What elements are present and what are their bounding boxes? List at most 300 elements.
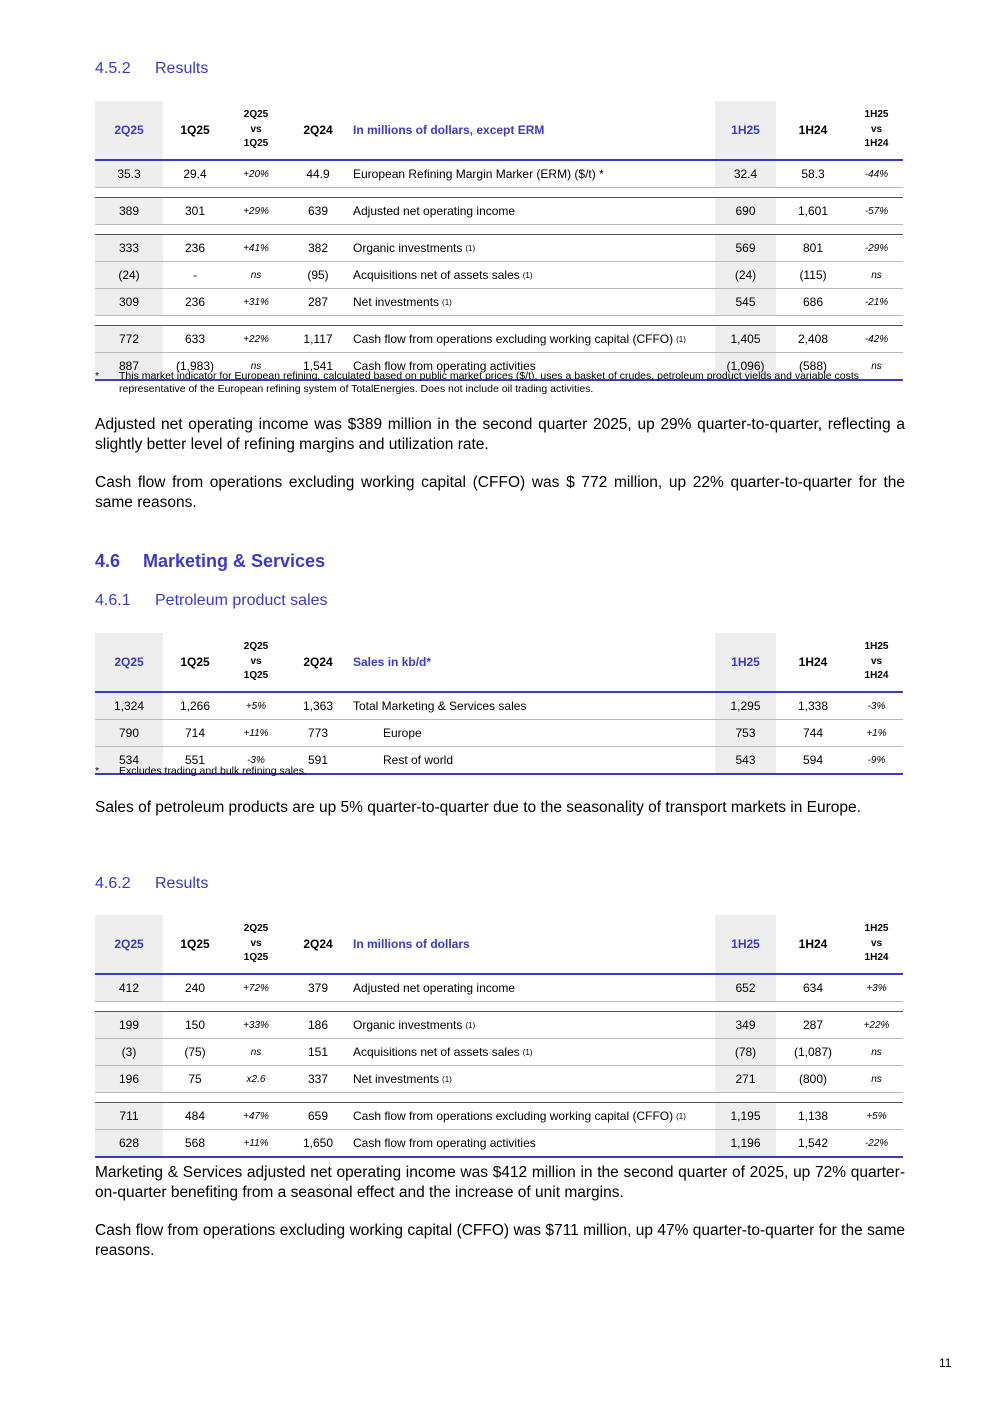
table-cell bbox=[227, 235, 285, 261]
cell-value: -22% bbox=[864, 1137, 889, 1149]
column-header bbox=[95, 633, 163, 691]
table-cell bbox=[95, 289, 163, 315]
cell-value: Acquisitions net of assets sales bbox=[353, 268, 520, 282]
cell-value: 1,405 bbox=[730, 332, 761, 346]
cell-value: Organic investments bbox=[353, 241, 463, 255]
table-group-gap bbox=[95, 316, 903, 325]
footnote-mark: * bbox=[95, 765, 100, 777]
table-cell bbox=[776, 720, 850, 746]
cell-value: 309 bbox=[118, 295, 140, 309]
column-header-label: 1H25 vs 1H24 bbox=[864, 923, 889, 964]
cell-value: 337 bbox=[307, 1072, 329, 1086]
table-cell bbox=[285, 1130, 351, 1156]
table-cell bbox=[715, 235, 776, 261]
table-cell bbox=[850, 1066, 903, 1092]
table-cell bbox=[715, 198, 776, 224]
petroleum-sales-table bbox=[95, 633, 903, 775]
cell-value: 151 bbox=[307, 1045, 329, 1059]
table-cell bbox=[715, 326, 776, 352]
cell-value: 35.3 bbox=[117, 167, 141, 181]
cell-value: 236 bbox=[184, 295, 206, 309]
column-header-label: 1H25 bbox=[731, 123, 760, 137]
table-cell bbox=[776, 198, 850, 224]
footnote-reference: (1) bbox=[465, 243, 476, 253]
table-cell bbox=[285, 975, 351, 1001]
table-header bbox=[95, 915, 903, 973]
table-cell bbox=[776, 1130, 850, 1156]
cell-value: 1,541 bbox=[302, 359, 334, 373]
marketing-paragraph-2: Cash flow from operations excluding working capital (CFFO) was $711 million, up 47% quarter-to-quarter for the same reasons. bbox=[95, 1222, 905, 1259]
column-header bbox=[715, 101, 776, 159]
cell-value: European Refining Margin Marker (ERM) ($/t) * bbox=[353, 167, 604, 181]
sales-footnote bbox=[95, 765, 905, 778]
section-heading-marketing bbox=[95, 551, 325, 572]
column-header-label: 2Q25 vs 1Q25 bbox=[243, 923, 269, 964]
cell-value: (3) bbox=[121, 1045, 137, 1059]
cell-value: -21% bbox=[864, 296, 889, 308]
table-cell bbox=[227, 1066, 285, 1092]
cell-value: 1,295 bbox=[730, 699, 761, 713]
cell-value: 591 bbox=[307, 753, 329, 767]
footnote-reference: (1) bbox=[442, 297, 452, 307]
table-cell bbox=[227, 1012, 285, 1038]
cell-value: Cash flow from operating activities bbox=[353, 1136, 536, 1150]
table-cell bbox=[163, 720, 227, 746]
cell-value: +22% bbox=[243, 333, 269, 345]
cell-value: 534 bbox=[118, 753, 140, 767]
table-cell bbox=[163, 198, 227, 224]
column-header bbox=[163, 633, 227, 691]
cell-value: 634 bbox=[802, 981, 824, 995]
footnote-text: This market indicator for European refining, calculated based on public market prices ($/t), uses a basket of crudes, petroleum product yields and variable costs representative of the European refining system of TotalEnergies. Does not include oil trading activities. bbox=[119, 370, 860, 395]
column-header bbox=[351, 101, 715, 159]
cell-value: +20% bbox=[243, 168, 269, 180]
table-cell bbox=[285, 1039, 351, 1065]
cell-value: (95) bbox=[307, 268, 329, 282]
table-cell bbox=[95, 1012, 163, 1038]
cell-value: 333 bbox=[118, 241, 140, 255]
cell-value: 1,195 bbox=[730, 1109, 761, 1123]
table-group-gap bbox=[95, 1093, 903, 1102]
table-cell bbox=[351, 262, 715, 288]
table-cell bbox=[95, 1103, 163, 1129]
table-cell bbox=[850, 720, 903, 746]
table-cell bbox=[776, 1066, 850, 1092]
table-cell bbox=[163, 1012, 227, 1038]
cell-value: ns bbox=[250, 1046, 262, 1058]
column-header bbox=[776, 101, 850, 159]
cell-value: (1,983) bbox=[175, 359, 215, 373]
section-heading-petroleum-sales bbox=[95, 592, 328, 610]
column-header-label: 2Q25 vs 1Q25 bbox=[243, 641, 269, 682]
cell-value: 1,338 bbox=[797, 699, 829, 713]
cell-value: 1,266 bbox=[179, 699, 211, 713]
cell-value: 379 bbox=[307, 981, 329, 995]
cell-value: 690 bbox=[735, 204, 756, 218]
cell-value: (115) bbox=[799, 268, 827, 282]
cell-value: 44.9 bbox=[306, 167, 330, 181]
table-row bbox=[95, 262, 903, 288]
section-number: 4.6 bbox=[95, 551, 121, 571]
table-cell bbox=[95, 1039, 163, 1065]
table-rule bbox=[95, 1156, 903, 1158]
cell-value: 2,408 bbox=[797, 332, 829, 346]
table-cell bbox=[850, 1130, 903, 1156]
column-header-label: 1H25 vs 1H24 bbox=[864, 641, 889, 682]
table-cell bbox=[776, 161, 850, 187]
table-cell bbox=[850, 693, 903, 719]
cell-value: +11% bbox=[243, 727, 269, 739]
table-cell bbox=[163, 693, 227, 719]
table-cell bbox=[351, 289, 715, 315]
column-header-label: In millions of dollars, except ERM bbox=[353, 123, 545, 137]
table-cell bbox=[850, 262, 903, 288]
table-cell bbox=[715, 975, 776, 1001]
section-number: 4.5.2 bbox=[95, 60, 131, 77]
table-cell bbox=[776, 1103, 850, 1129]
table-cell bbox=[163, 289, 227, 315]
cell-value: x2.6 bbox=[246, 1073, 266, 1085]
table-cell bbox=[285, 693, 351, 719]
cell-value: ns bbox=[250, 360, 262, 372]
footnote-text: Excludes trading and bulk refining sales. bbox=[119, 765, 307, 777]
table-cell bbox=[285, 262, 351, 288]
table-cell bbox=[715, 1066, 776, 1092]
table-cell bbox=[715, 1012, 776, 1038]
cell-value: (78) bbox=[734, 1045, 757, 1059]
cell-value: -44% bbox=[864, 168, 889, 180]
table-cell bbox=[715, 289, 776, 315]
column-header bbox=[227, 101, 285, 159]
cell-value: 633 bbox=[184, 332, 206, 346]
table-cell bbox=[285, 1066, 351, 1092]
cell-value: -29% bbox=[864, 242, 889, 254]
table-cell bbox=[163, 235, 227, 261]
cell-value: 271 bbox=[735, 1072, 756, 1086]
table-cell bbox=[285, 1103, 351, 1129]
table-cell bbox=[163, 262, 227, 288]
table-cell bbox=[95, 235, 163, 261]
refining-paragraph-2: Cash flow from operations excluding working capital (CFFO) was $ 772 million, up 22% quarter-to-quarter for the same reasons. bbox=[95, 474, 905, 511]
table-cell bbox=[715, 1103, 776, 1129]
cell-value: 29.4 bbox=[183, 167, 207, 181]
cell-value: 1,650 bbox=[302, 1136, 334, 1150]
cell-value: 652 bbox=[735, 981, 756, 995]
cell-value: ns bbox=[250, 269, 262, 281]
table-cell bbox=[285, 720, 351, 746]
table-cell bbox=[227, 720, 285, 746]
table-cell bbox=[163, 1066, 227, 1092]
table-cell bbox=[351, 1039, 715, 1065]
table-cell bbox=[850, 198, 903, 224]
section-number: 4.6.1 bbox=[95, 592, 131, 609]
table-cell bbox=[95, 1066, 163, 1092]
cell-value: -57% bbox=[864, 205, 889, 217]
cell-value: 551 bbox=[184, 753, 206, 767]
column-header-label: 2Q25 bbox=[114, 123, 144, 137]
page-number: 11 bbox=[939, 1356, 952, 1370]
cell-value: (1,087) bbox=[793, 1045, 833, 1059]
table-row bbox=[95, 693, 903, 719]
cell-value: 389 bbox=[118, 204, 140, 218]
table-cell bbox=[227, 326, 285, 352]
table-group-gap bbox=[95, 188, 903, 197]
table-cell bbox=[351, 1103, 715, 1129]
column-header bbox=[95, 101, 163, 159]
table-row bbox=[95, 1066, 903, 1092]
table-cell bbox=[715, 1039, 776, 1065]
table-row bbox=[95, 975, 903, 1001]
cell-value: ns bbox=[871, 360, 882, 372]
cell-value: +72% bbox=[243, 982, 269, 994]
cell-value: Net investments bbox=[353, 295, 440, 309]
table-cell bbox=[163, 326, 227, 352]
column-header-label: 1Q25 bbox=[180, 123, 210, 137]
cell-value: 287 bbox=[307, 295, 329, 309]
section-heading-marketing-results bbox=[95, 875, 208, 893]
cell-value: 659 bbox=[307, 1109, 329, 1123]
table-cell bbox=[715, 720, 776, 746]
table-cell bbox=[351, 693, 715, 719]
table-cell bbox=[227, 1130, 285, 1156]
footnote-reference: (1) bbox=[676, 1111, 686, 1121]
column-header bbox=[715, 915, 776, 973]
section-title: Petroleum product sales bbox=[155, 592, 328, 609]
cell-value: +5% bbox=[866, 1110, 887, 1122]
cell-value: 686 bbox=[802, 295, 824, 309]
cell-value: 1,138 bbox=[797, 1109, 829, 1123]
table-cell bbox=[163, 1039, 227, 1065]
cell-value: +41% bbox=[243, 242, 269, 254]
table-cell bbox=[351, 235, 715, 261]
cell-value: 714 bbox=[184, 726, 206, 740]
table-cell bbox=[850, 1103, 903, 1129]
section-title: Results bbox=[155, 60, 209, 77]
table-row bbox=[95, 1039, 903, 1065]
cell-value: 382 bbox=[307, 241, 329, 255]
table-cell bbox=[351, 720, 715, 746]
table-cell bbox=[776, 1012, 850, 1038]
table-cell bbox=[850, 1012, 903, 1038]
cell-value: 772 bbox=[118, 332, 140, 346]
column-header bbox=[163, 101, 227, 159]
table-cell bbox=[351, 198, 715, 224]
column-header-label: 2Q24 bbox=[303, 937, 333, 951]
column-header-label: 1H25 vs 1H24 bbox=[864, 109, 889, 150]
column-header-label: 2Q24 bbox=[303, 123, 333, 137]
table-row bbox=[95, 161, 903, 187]
column-header-label: 2Q25 bbox=[114, 655, 144, 669]
cell-value: 236 bbox=[184, 241, 206, 255]
cell-value: 196 bbox=[118, 1072, 140, 1086]
table-cell bbox=[227, 1039, 285, 1065]
table-cell bbox=[227, 289, 285, 315]
table-cell bbox=[95, 975, 163, 1001]
table-row bbox=[95, 235, 903, 261]
column-header bbox=[715, 633, 776, 691]
column-header-label: 1H24 bbox=[798, 123, 828, 137]
cell-value: Rest of world bbox=[383, 753, 454, 767]
cell-value: -3% bbox=[247, 754, 265, 766]
cell-value: Net investments bbox=[353, 1072, 440, 1086]
column-header bbox=[95, 915, 163, 973]
table-cell bbox=[850, 326, 903, 352]
cell-value: 569 bbox=[735, 241, 756, 255]
table-cell bbox=[351, 326, 715, 352]
table-cell bbox=[850, 289, 903, 315]
table-cell bbox=[715, 262, 776, 288]
table-header bbox=[95, 633, 903, 691]
marketing-paragraph-1: Marketing & Services adjusted net operating income was $412 million in the second quarter of 2025, up 72% quarter-on-quarter benefiting from a seasonal effect and the increase of unit margins. bbox=[95, 1164, 905, 1201]
column-header bbox=[285, 633, 351, 691]
table-row bbox=[95, 1130, 903, 1156]
cell-value: 1,196 bbox=[730, 1136, 761, 1150]
cell-value: 790 bbox=[118, 726, 140, 740]
cell-value: 773 bbox=[307, 726, 329, 740]
cell-value: 186 bbox=[307, 1018, 329, 1032]
cell-value: 1,363 bbox=[302, 699, 334, 713]
table-cell bbox=[850, 161, 903, 187]
column-header bbox=[776, 915, 850, 973]
table-cell bbox=[776, 975, 850, 1001]
section-title: Results bbox=[155, 875, 209, 892]
table-group-gap bbox=[95, 225, 903, 234]
column-header bbox=[227, 633, 285, 691]
cell-value: 594 bbox=[802, 753, 824, 767]
cell-value: +11% bbox=[243, 1137, 269, 1149]
column-header bbox=[285, 915, 351, 973]
cell-value: Cash flow from operations excluding working capital (CFFO) bbox=[353, 1109, 674, 1123]
cell-value: Cash flow from operations excluding working capital (CFFO) bbox=[353, 332, 674, 346]
cell-value: Organic investments bbox=[353, 1018, 463, 1032]
table-cell bbox=[776, 289, 850, 315]
table-cell bbox=[776, 1039, 850, 1065]
table-cell bbox=[776, 235, 850, 261]
cell-value: Acquisitions net of assets sales bbox=[353, 1045, 520, 1059]
column-header bbox=[285, 101, 351, 159]
table-cell bbox=[850, 1039, 903, 1065]
cell-value: 150 bbox=[184, 1018, 206, 1032]
cell-value: ns bbox=[871, 1073, 882, 1085]
table-cell bbox=[351, 1066, 715, 1092]
cell-value: (588) bbox=[798, 359, 827, 373]
cell-value: -42% bbox=[864, 333, 889, 345]
column-header-label: 1H25 bbox=[731, 655, 760, 669]
table-cell bbox=[95, 1130, 163, 1156]
cell-value: ns bbox=[871, 1046, 882, 1058]
cell-value: +3% bbox=[866, 982, 887, 994]
table-row bbox=[95, 289, 903, 315]
table-cell bbox=[715, 1130, 776, 1156]
column-header-label: 1H25 bbox=[731, 937, 760, 951]
cell-value: 1,324 bbox=[113, 699, 145, 713]
table-cell bbox=[163, 161, 227, 187]
cell-value: Adjusted net operating income bbox=[353, 981, 516, 995]
cell-value: Europe bbox=[383, 726, 422, 740]
table-cell bbox=[163, 1130, 227, 1156]
table-cell bbox=[351, 1012, 715, 1038]
column-header-label: In millions of dollars bbox=[353, 937, 470, 951]
cell-value: +29% bbox=[243, 205, 269, 217]
column-header-label: 1Q25 bbox=[180, 655, 210, 669]
cell-value: 1,542 bbox=[797, 1136, 829, 1150]
cell-value: Cash flow from operating activities bbox=[353, 359, 536, 373]
cell-value: 484 bbox=[184, 1109, 206, 1123]
section-number: 4.6.2 bbox=[95, 875, 131, 892]
cell-value: +22% bbox=[863, 1019, 890, 1031]
table-cell bbox=[95, 161, 163, 187]
cell-value: (75) bbox=[184, 1045, 206, 1059]
cell-value: 349 bbox=[735, 1018, 756, 1032]
cell-value: Total Marketing & Services sales bbox=[353, 699, 527, 713]
cell-value: +47% bbox=[243, 1110, 269, 1122]
column-header-label: 1Q25 bbox=[180, 937, 210, 951]
section-heading-refining-results bbox=[95, 60, 208, 78]
cell-value: +33% bbox=[243, 1019, 269, 1031]
table-cell bbox=[285, 198, 351, 224]
table-cell bbox=[351, 161, 715, 187]
table-row bbox=[95, 720, 903, 746]
cell-value: Adjusted net operating income bbox=[353, 204, 516, 218]
column-header bbox=[163, 915, 227, 973]
column-header-label: 1H24 bbox=[798, 937, 828, 951]
cell-value: 199 bbox=[118, 1018, 140, 1032]
column-header-label: Sales in kb/d* bbox=[353, 655, 432, 669]
table-cell bbox=[227, 161, 285, 187]
cell-value: 412 bbox=[118, 981, 140, 995]
table-cell bbox=[95, 262, 163, 288]
refining-footnote bbox=[95, 370, 905, 396]
cell-value: 32.4 bbox=[733, 167, 758, 181]
cell-value: 801 bbox=[802, 241, 824, 255]
column-header bbox=[351, 633, 715, 691]
cell-value: 887 bbox=[118, 359, 140, 373]
cell-value: 287 bbox=[802, 1018, 824, 1032]
cell-value: 240 bbox=[184, 981, 206, 995]
column-header bbox=[850, 101, 903, 159]
table-row bbox=[95, 198, 903, 224]
refining-results-table bbox=[95, 101, 903, 381]
cell-value: 568 bbox=[184, 1136, 206, 1150]
cell-value: +31% bbox=[243, 296, 269, 308]
column-header bbox=[776, 633, 850, 691]
column-header bbox=[227, 915, 285, 973]
table-cell bbox=[95, 198, 163, 224]
table-cell bbox=[715, 161, 776, 187]
table-cell bbox=[850, 235, 903, 261]
cell-value: ns bbox=[871, 269, 882, 281]
cell-value: 1,117 bbox=[303, 332, 333, 346]
cell-value: +5% bbox=[245, 700, 267, 712]
table-row bbox=[95, 1103, 903, 1129]
table-cell bbox=[351, 975, 715, 1001]
table-cell bbox=[285, 161, 351, 187]
cell-value: (800) bbox=[798, 1072, 827, 1086]
cell-value: (24) bbox=[734, 268, 757, 282]
footnote-reference: (1) bbox=[522, 270, 533, 280]
table-row bbox=[95, 1012, 903, 1038]
column-header bbox=[850, 633, 903, 691]
table-cell bbox=[850, 975, 903, 1001]
table-cell bbox=[285, 289, 351, 315]
footnote-reference: (1) bbox=[522, 1047, 533, 1057]
marketing-results-table bbox=[95, 915, 903, 1158]
footnote-mark: * bbox=[95, 370, 100, 382]
table-cell bbox=[285, 1012, 351, 1038]
cell-value: 301 bbox=[184, 204, 206, 218]
table-cell bbox=[163, 1103, 227, 1129]
column-header-label: 2Q25 bbox=[114, 937, 144, 951]
